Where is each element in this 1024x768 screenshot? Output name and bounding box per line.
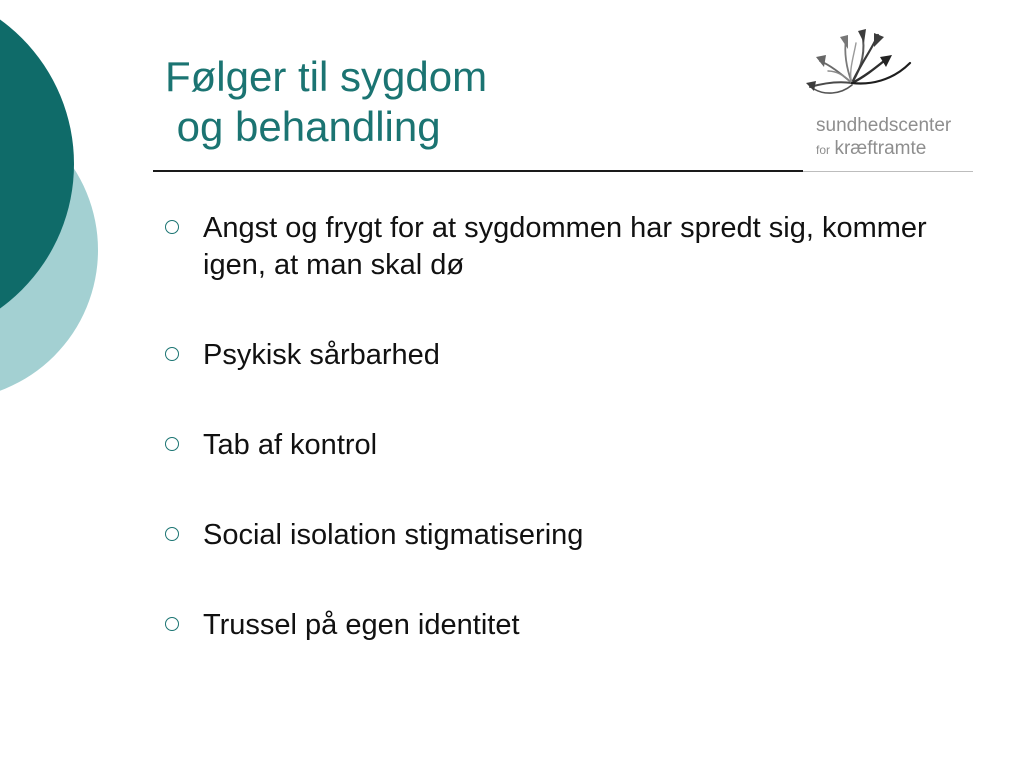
circle-bullet-icon [165, 617, 179, 631]
bullet-text: Angst og frygt for at sygdommen har spredt sig, kommer igen, at man skal dø [203, 212, 927, 281]
bullet-item [165, 427, 965, 464]
bullet-item [165, 517, 965, 554]
bullet-item [165, 210, 965, 284]
circle-bullet-icon [165, 527, 179, 541]
logo-text-line1: sundhedscenter [816, 115, 952, 136]
logo-text-kraeftramte: kræftramte [834, 138, 927, 159]
circle-bullet-icon [165, 347, 179, 361]
logo-text-for: for [816, 143, 831, 157]
organization-logo [800, 25, 980, 165]
bullet-text: Tab af kontrol [203, 429, 378, 461]
bullet-text: Trussel på egen identitet [203, 609, 520, 641]
bullet-item [165, 607, 965, 644]
bullet-text: Social isolation stigmatisering [203, 519, 584, 551]
bullet-text: Psykisk sårbarhed [203, 339, 440, 371]
logo-text-line2 [816, 138, 926, 161]
decorative-circles [0, 0, 110, 410]
bullet-list [165, 210, 965, 697]
circle-bullet-icon [165, 437, 179, 451]
dandelion-seed-icon [800, 25, 930, 110]
circle-bullet-icon [165, 220, 179, 234]
slide-title: Følger til sygdom og behandling [165, 53, 488, 150]
title-divider [153, 170, 803, 172]
logo-divider [803, 171, 973, 172]
bullet-item [165, 337, 965, 374]
